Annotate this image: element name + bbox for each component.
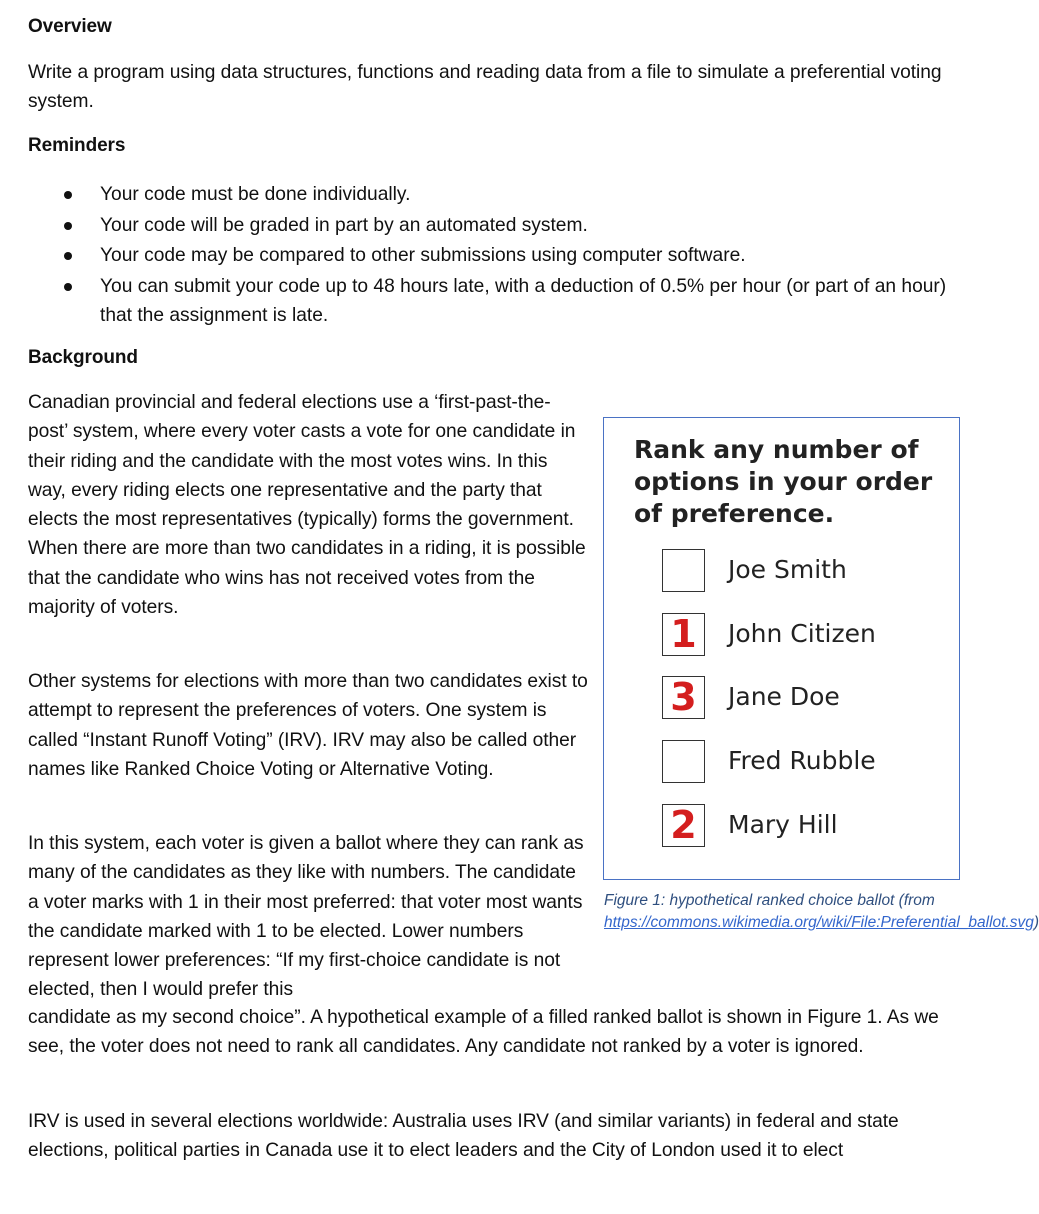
background-paragraph-4: IRV is used in several elections worldwide: Australia uses IRV (and similar variants) in federal and state elections, political parties in Canada use it to elect leaders and the City of London used it to elect [28, 1111, 899, 1162]
candidate-name: Mary Hill [728, 810, 838, 839]
reminders-heading: Reminders [28, 135, 126, 156]
figure-caption [604, 890, 1039, 934]
ballot-title: Rank any number of options in your order of preference. [634, 435, 933, 528]
rank-box: 3 [662, 676, 705, 719]
reminders-list [28, 180, 963, 332]
caption-suffix: ) [1033, 914, 1039, 931]
background-heading: Background [28, 347, 138, 368]
ballot-option [662, 676, 952, 722]
candidate-name: Fred Rubble [728, 746, 876, 775]
ballot-option [662, 549, 952, 595]
reminder-item: Your code may be compared to other submissions using computer software. [28, 241, 963, 271]
reminder-item: Your code will be graded in part by an automated system. [28, 211, 963, 241]
ballot-option [662, 613, 952, 659]
rank-box: 1 [662, 613, 705, 656]
candidate-name: John Citizen [728, 619, 876, 648]
caption-link[interactable]: https://commons.wikimedia.org/wiki/File:Preferential_ballot.svg [604, 914, 1034, 931]
rank-box [662, 549, 705, 592]
caption-prefix: Figure 1: hypothetical ranked choice ballot (from [604, 892, 935, 909]
overview-heading: Overview [28, 16, 112, 37]
candidate-name: Jane Doe [728, 682, 840, 711]
background-paragraph-3a: In this system, each voter is given a ballot where they can rank as many of the candidates as they like with numbers. The candidate a voter marks with 1 in their most preferred: that voter most wants the candidate marked with 1 to be elected. Lower numbers represent lower preferences: “If my first-choice candidate is not elected, then I would prefer this [28, 833, 584, 1001]
background-paragraph-2: Other systems for elections with more than two candidates exist to attempt to represent the preferences of voters. One system is called “Instant Runoff Voting” (IRV). IRV may also be called other names like Ranked Choice Voting or Alternative Voting. [28, 671, 588, 780]
reminder-item: Your code must be done individually. [28, 180, 963, 210]
ballot-option [662, 804, 952, 850]
ballot-option [662, 740, 952, 786]
reminder-item: You can submit your code up to 48 hours late, with a deduction of 0.5% per hour (or part of an hour) that the assignment is late. [28, 272, 963, 331]
rank-box: 2 [662, 804, 705, 847]
background-paragraph-3b: candidate as my second choice”. A hypothetical example of a filled ranked ballot is shown in Figure 1. As we see, the voter does not need to rank all candidates. Any candidate not ranked by a voter is ignored. [28, 1007, 939, 1058]
rank-box [662, 740, 705, 783]
background-paragraph-1: Canadian provincial and federal elections use a ‘first-past-the-post’ system, where every voter casts a vote for one candidate in their riding and the candidate with the most votes wins. In this way, every riding elects one representative and the party that elects the most representatives (typically) forms the government. When there are more than two candidates in a riding, it is possible that the candidate who wins has not received votes from the majority of voters. [28, 392, 586, 619]
candidate-name: Joe Smith [728, 555, 847, 584]
overview-text: Write a program using data structures, functions and reading data from a file to simulate a preferential voting system. [28, 62, 942, 113]
ranked-ballot-figure [603, 417, 960, 880]
